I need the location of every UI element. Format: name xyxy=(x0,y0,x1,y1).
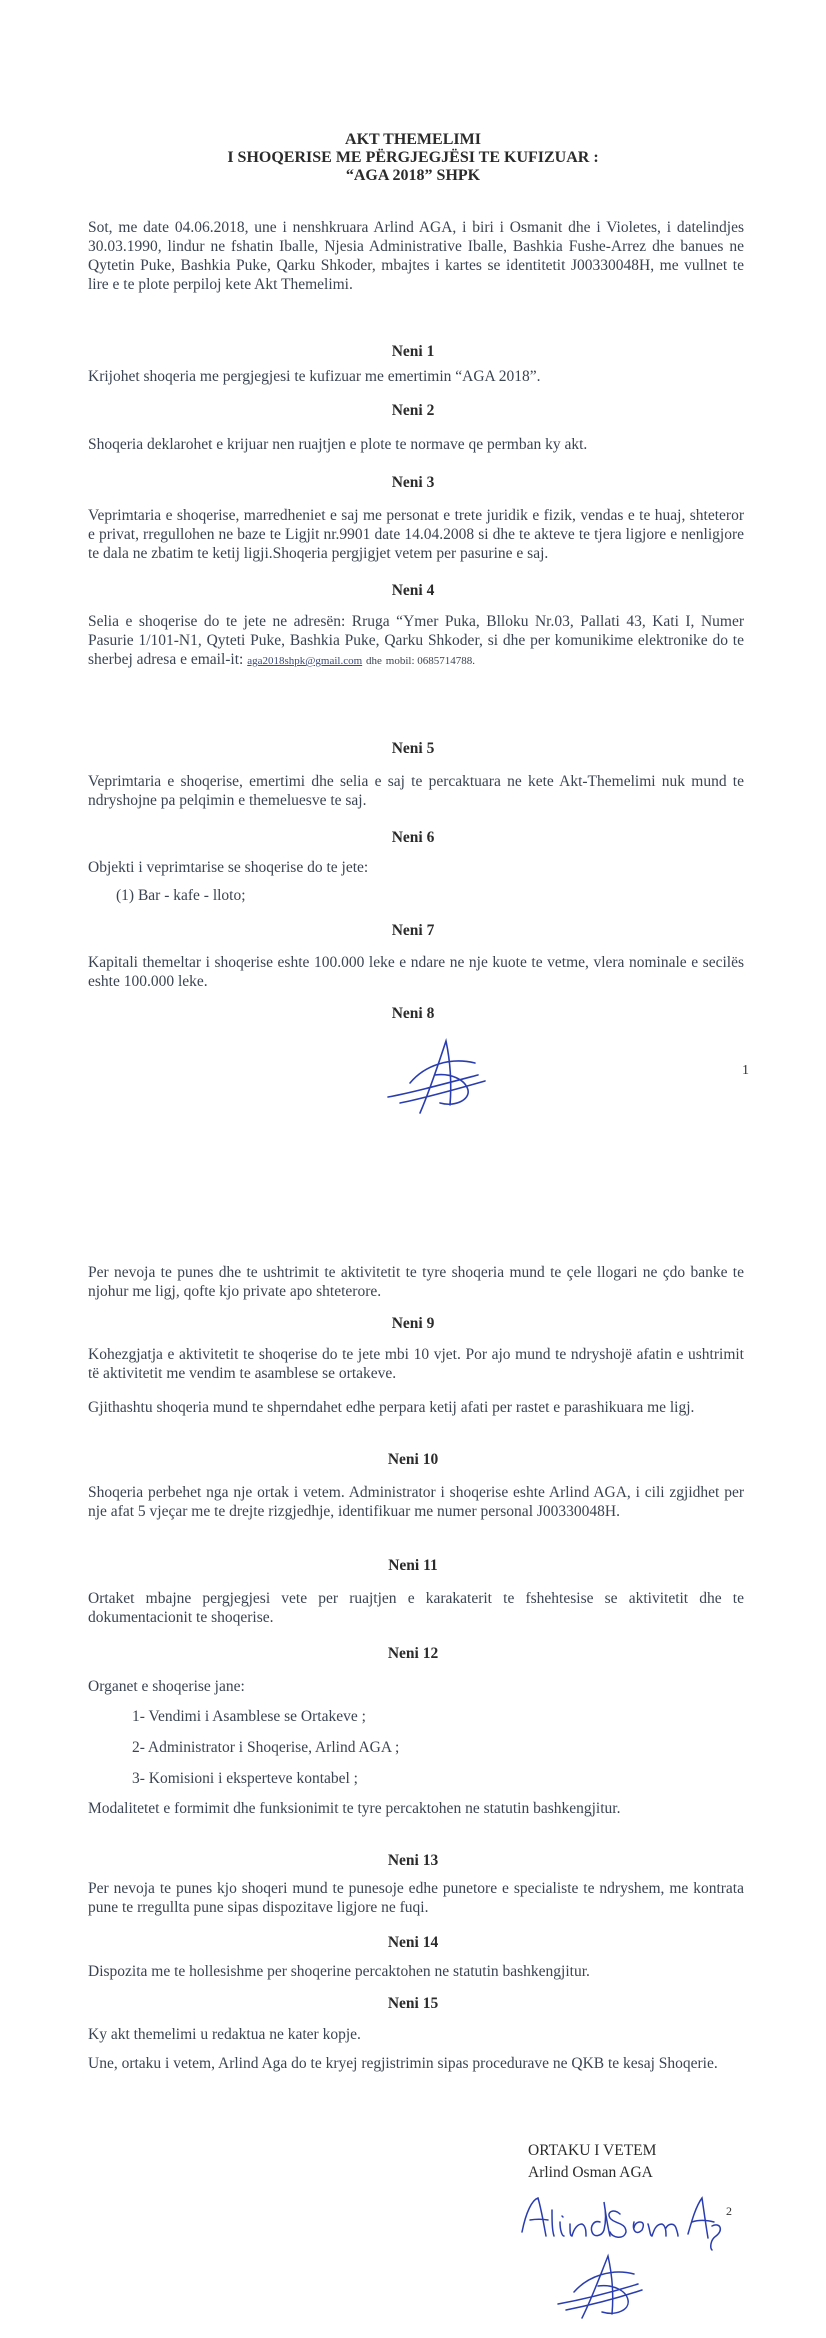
neni-5-text: Veprimtaria e shoqerise, emertimi dhe selia e saj te percaktuara ne kete Akt-Themelimi nuk mund te ndryshojne pa pelqimin e themeluesve te saj. xyxy=(88,773,744,809)
neni-9-text-1: Kohezgjatja e aktivitetit te shoqerise do te jete mbi 10 vjet. Por ajo mund te ndryshojë afatin e ushtrimit të aktivitetit me vendim te asamblese se ortakeve. xyxy=(88,1346,744,1382)
neni-13-text: Per nevoja te punes kjo shoqeri mund te punesoje edhe punetore e specialiste te ndryshem, me kontrata pune te rregullta pune sipas dispozitave ligjore ne fuqi. xyxy=(88,1880,744,1916)
neni-4-dhe: dhe xyxy=(366,655,382,667)
intro-paragraph: Sot, me date 04.06.2018, une i nenshkruara Arlind AGA, i biri i Osmanit dhe i Violetes, i datelindjes 30.03.1990, lindur ne fshatin Iballe, Njesia Administrative Iballe, Bashkia Fushe-Arrez dhe banues ne Qytetin Puke, Bashkia Puke, Qarku Shkoder, mbajtes i kartes se identitetit J00330048H, me vullnet te lire e te plote perpiloj kete Akt Themelimi. xyxy=(88,219,744,293)
neni-6-heading: Neni 6 xyxy=(391,829,435,846)
neni-6-item: (1) Bar - kafe - lloto; xyxy=(116,887,246,904)
neni-7-text: Kapitali themeltar i shoqerise eshte 100.000 leke e ndare ne nje kuote te vetme, vlera nominale e secilës eshte 100.000 leke. xyxy=(88,954,744,990)
neni-1-text: Krijohet shoqeria me pergjegjesi te kufizuar me emertimin “AGA 2018”. xyxy=(88,368,541,385)
neni-11-heading: Neni 11 xyxy=(388,1557,438,1574)
neni-9-heading: Neni 9 xyxy=(391,1315,435,1332)
neni-4-heading: Neni 4 xyxy=(391,582,435,599)
neni-10-text: Shoqeria perbehet nga nje ortak i vetem. Administrator i shoqerise eshte Arlind AGA, i cili zgjidhet per nje afat 5 vjeçar me te drejte rizgjedhje, identifikuar me numer personal J00330048H. xyxy=(88,1484,744,1520)
page-number-2: 2 xyxy=(726,2204,732,2218)
neni-12-item-1: 1- Vendimi i Asamblese se Ortakeve ; xyxy=(132,1708,366,1725)
neni-2-text: Shoqeria deklarohet e krijuar nen ruajtjen e plote te normave qe permban ky akt. xyxy=(88,436,588,453)
signature-name: Arlind Osman AGA xyxy=(528,2164,653,2181)
neni-13-heading: Neni 13 xyxy=(387,1852,439,1869)
signature-initials-page-2 xyxy=(552,2252,647,2324)
neni-8-text: Per nevoja te punes dhe te ushtrimit te aktivitetit te tyre shoqeria mund te çele llogari ne çdo banke te njohur me ligj, qofte kjo private apo shteterore. xyxy=(88,1264,744,1300)
signature-initials-page-1 xyxy=(380,1035,495,1120)
neni-12-closing: Modalitetet e formimit dhe funksionimit te tyre percaktohen ne statutin bashkengjitur. xyxy=(88,1800,621,1817)
neni-12-item-3: 3- Komisioni i eksperteve kontabel ; xyxy=(132,1770,358,1787)
neni-15-text-2: Une, ortaku i vetem, Arlind Aga do te kryej regjistrimin sipas procedurave ne QKB te kesaj Shoqerie. xyxy=(88,2055,718,2072)
title-line-2: I SHOQERISE ME PËRGJEGJËSI TE KUFIZUAR : xyxy=(227,149,599,166)
neni-4-address: Selia e shoqerise do te jete ne adresën: Rruga “Ymer Puka, Blloku Nr.03, Pallati 43, Kati I, Numer Pasurie 1/101-N1, Qyteti Puke, Bashkia Puke, Qarku Shkoder, si dhe per komunikime elektronike do te sherbej adresa e email-it: xyxy=(88,613,744,668)
neni-9-text-2: Gjithashtu shoqeria mund te shperndahet edhe perpara ketij afati per rastet e parashikuara me ligj. xyxy=(88,1399,695,1416)
neni-8-heading: Neni 8 xyxy=(391,1005,435,1022)
neni-12-intro: Organet e shoqerise jane: xyxy=(88,1678,245,1695)
neni-5-heading: Neni 5 xyxy=(391,740,435,757)
neni-15-heading: Neni 15 xyxy=(387,1995,439,2012)
mobile-number: mobil: 0685714788. xyxy=(385,655,476,667)
title-line-1: AKT THEMELIMI xyxy=(345,131,481,148)
neni-10-heading: Neni 10 xyxy=(387,1451,439,1468)
email-link[interactable]: aga2018shpk@gmail.com xyxy=(247,655,363,667)
neni-14-text: Dispozita me te hollesishme per shoqerine percaktohen ne statutin bashkengjitur. xyxy=(88,1963,590,1980)
signature-block xyxy=(528,2140,656,2184)
neni-4-text xyxy=(88,612,744,671)
neni-15-text-1: Ky akt themelimi u redaktua ne kater kopje. xyxy=(88,2026,361,2043)
title-line-3: “AGA 2018” SHPK xyxy=(345,167,481,184)
neni-6-text: Objekti i veprimtarise se shoqerise do te jete: xyxy=(88,859,369,876)
neni-7-heading: Neni 7 xyxy=(391,922,435,939)
signature-role: ORTAKU I VETEM xyxy=(528,2142,657,2159)
neni-14-heading: Neni 14 xyxy=(387,1934,439,1951)
neni-12-heading: Neni 12 xyxy=(387,1645,439,1662)
neni-11-text: Ortaket mbajne pergjegjesi vete per ruajtjen e karakaterit te fshehtesise se aktivitetit dhe te dokumentacionit te shoqerise. xyxy=(88,1590,744,1626)
neni-12-item-2: 2- Administrator i Shoqerise, Arlind AGA ; xyxy=(132,1739,400,1756)
neni-3-text: Veprimtaria e shoqerise, marredheniet e saj me personat e trete juridik e fizik, vendas e te huaj, shteteror e privat, rregullohen ne baze te Ligjit nr.9901 date 14.04.2008 si dhe te akteve te tjera ligjore e nenligjore te dala ne zbatim te ketij ligji.Shoqeria pergjigjet vetem per pasurine e saj. xyxy=(88,507,744,562)
neni-3-heading: Neni 3 xyxy=(391,474,435,491)
page-number-1: 1 xyxy=(742,1063,749,1078)
neni-2-heading: Neni 2 xyxy=(391,402,435,419)
handwritten-signature xyxy=(516,2192,726,2252)
neni-1-heading: Neni 1 xyxy=(391,343,435,360)
